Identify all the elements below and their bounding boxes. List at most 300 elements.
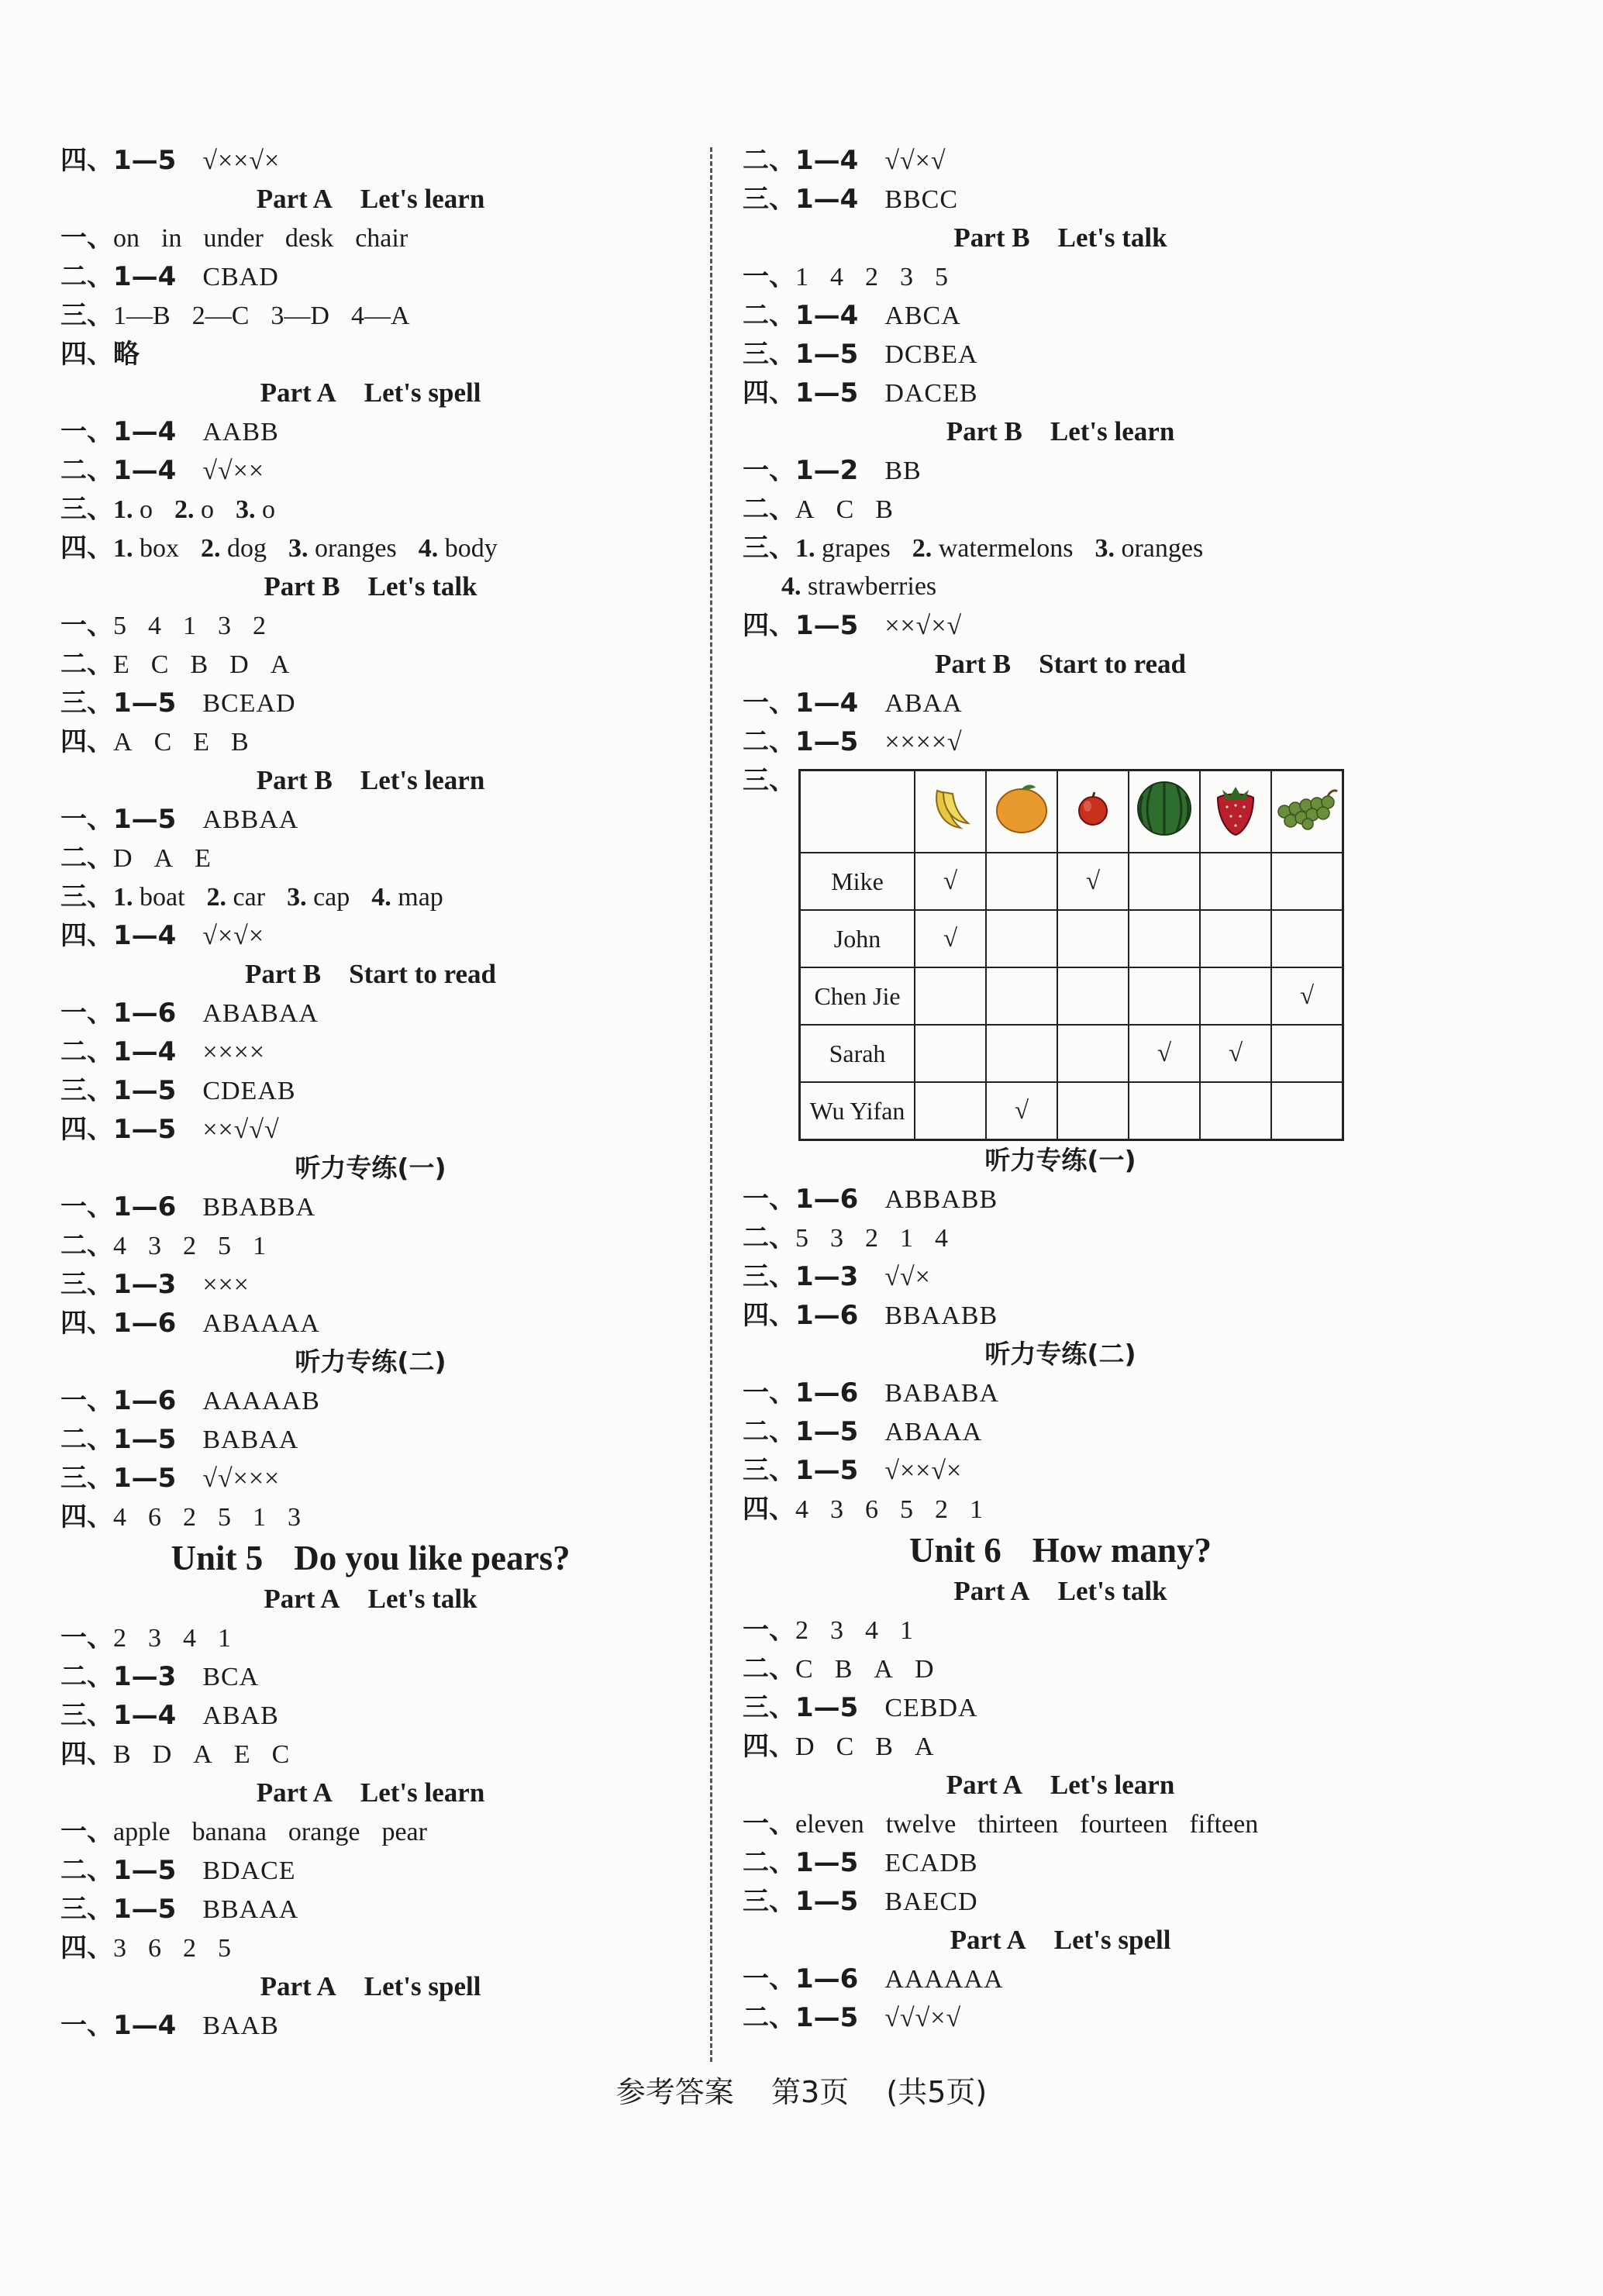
- item-number: 1.: [113, 534, 133, 563]
- part-label: Part B: [256, 765, 333, 795]
- item-word: dog: [227, 534, 267, 563]
- table-header-row: [800, 771, 1343, 853]
- answer-line: [60, 1459, 681, 1498]
- table-row: [800, 853, 1343, 910]
- answer-word: 3: [218, 612, 231, 640]
- answer-text: ×××: [202, 1270, 250, 1299]
- answer-line: [60, 1033, 681, 1071]
- answer-line: [60, 1226, 681, 1265]
- check-cell: [1271, 910, 1343, 967]
- answer-word: 2: [183, 1934, 196, 1963]
- answer-word: 3: [148, 1624, 161, 1653]
- answer-text: BABABA: [884, 1379, 1000, 1408]
- section-heading: [743, 1766, 1378, 1805]
- apple-icon: [1074, 789, 1112, 835]
- item-number: 3.: [1095, 534, 1115, 563]
- page-footer: [0, 2068, 1603, 2111]
- answer-word: 6: [148, 1503, 161, 1532]
- answer-text: ABAA: [884, 689, 963, 718]
- answer-word: C: [836, 1732, 854, 1761]
- question-number: 三、1—4: [60, 1700, 177, 1731]
- item-number: 3.: [287, 883, 307, 912]
- answer-word: in: [161, 224, 182, 253]
- question-number: 三、: [60, 881, 113, 912]
- answer-line: [743, 1451, 1378, 1490]
- part-label: Part B: [264, 571, 340, 602]
- answer-line: [60, 451, 681, 490]
- question-number: 四、1—5: [60, 145, 177, 176]
- section-heading: [743, 645, 1378, 684]
- answer-word: B: [875, 1732, 893, 1761]
- answer-line: [60, 800, 681, 839]
- answer-word: 2: [183, 1503, 196, 1532]
- question-number: 一、: [60, 1622, 113, 1653]
- answer-text: CDEAB: [202, 1077, 296, 1105]
- answer-word: 4: [148, 612, 161, 640]
- answer-word: D: [229, 650, 249, 679]
- section-title: Let's talk: [1057, 1576, 1167, 1606]
- answer-line: [743, 1688, 1378, 1727]
- answer-line: [60, 1304, 681, 1343]
- student-name-cell: Mike: [800, 853, 915, 910]
- question-number: 一、1—2: [743, 455, 859, 486]
- question-number: 二、1—3: [60, 1661, 177, 1692]
- check-cell: [1057, 967, 1129, 1025]
- answer-text: √√××: [202, 457, 264, 485]
- answer-line: [60, 296, 681, 335]
- answer-text: BBABBA: [202, 1193, 316, 1222]
- check-cell: √: [915, 853, 986, 910]
- answer-word: 2: [113, 1624, 126, 1653]
- fruit-header-cell: [986, 771, 1057, 853]
- answer-word: D: [152, 1740, 172, 1769]
- answer-line: [743, 257, 1378, 296]
- answer-line: [743, 141, 1378, 180]
- answer-text: √√×√: [884, 147, 946, 175]
- answer-text: AAAAAB: [202, 1387, 320, 1415]
- answer-text: BAECD: [884, 1887, 978, 1916]
- answer-word: 1: [900, 1616, 913, 1645]
- question-number: 二、: [60, 843, 113, 874]
- answer-line: [60, 1188, 681, 1226]
- question-number: 四、1—5: [743, 377, 859, 409]
- check-cell: [1271, 853, 1343, 910]
- question-number: 四、: [60, 1501, 113, 1532]
- question-number: 一、1—4: [743, 688, 859, 719]
- banana-icon: [926, 784, 974, 839]
- left-column: [60, 141, 681, 2045]
- answer-word: 1: [253, 1232, 266, 1260]
- answer-word: E: [195, 844, 211, 873]
- answer-word: 1: [253, 1503, 266, 1532]
- question-number: 三、1—3: [60, 1269, 177, 1300]
- answer-text: AAAAAA: [884, 1965, 1004, 1994]
- unit-heading: [60, 1536, 681, 1580]
- answer-text: BB: [884, 457, 922, 485]
- check-cell: √: [915, 910, 986, 967]
- answer-word: 2: [183, 1232, 196, 1260]
- footer-total: (共5页): [886, 2075, 988, 2109]
- section-title: Let's learn: [360, 184, 485, 214]
- answer-line: [60, 1420, 681, 1459]
- part-label: Part B: [946, 416, 1022, 446]
- part-label: Part A: [256, 184, 333, 214]
- answer-text: DACEB: [884, 379, 978, 408]
- check-cell: [986, 910, 1057, 967]
- answer-text: √××√×: [884, 1457, 963, 1485]
- answer-text: ABAAAA: [202, 1309, 320, 1338]
- section-heading: [743, 1921, 1378, 1960]
- item-number: 1.: [795, 534, 815, 563]
- check-cell: [1200, 853, 1271, 910]
- question-number: 四、: [60, 1739, 113, 1770]
- answer-text: ××√×√: [884, 612, 963, 640]
- answer-text: 略: [113, 339, 140, 370]
- part-label: Part A: [946, 1770, 1022, 1800]
- answer-line: [60, 1110, 681, 1149]
- answer-line: [743, 335, 1378, 374]
- item-word: oranges: [315, 534, 397, 563]
- question-number: 四、1—5: [743, 610, 859, 641]
- question-number: 一、: [60, 610, 113, 641]
- answer-text: AABB: [202, 418, 279, 446]
- answer-word: eleven: [795, 1810, 864, 1839]
- question-number: 二、: [743, 1653, 795, 1684]
- answer-text: CEBDA: [884, 1694, 978, 1722]
- answer-line: [60, 1851, 681, 1890]
- answer-text: √×√×: [202, 922, 264, 950]
- answer-line: [743, 606, 1378, 645]
- answer-word: thirteen: [977, 1810, 1059, 1839]
- footer-label: 参考答案: [615, 2075, 734, 2109]
- answer-line: [743, 451, 1378, 490]
- check-cell: √: [1129, 1025, 1200, 1082]
- answer-line: [60, 529, 681, 567]
- answer-text: ECADB: [884, 1849, 978, 1877]
- answer-line: [60, 257, 681, 296]
- check-cell: [1129, 967, 1200, 1025]
- section-heading: [60, 567, 681, 606]
- answer-word: 4: [865, 1616, 878, 1645]
- answer-text: √√×××: [202, 1464, 281, 1493]
- answer-word: D: [113, 844, 133, 873]
- question-number: 二、1—5: [743, 726, 859, 757]
- student-name-cell: John: [800, 910, 915, 967]
- question-number: 三、1—5: [60, 1075, 177, 1106]
- answer-word: 5: [218, 1503, 231, 1532]
- check-cell: [1271, 1082, 1343, 1140]
- answer-line: [60, 1619, 681, 1657]
- question-number: 二、1—4: [60, 1036, 177, 1067]
- answer-line: [743, 296, 1378, 335]
- answer-word: E: [193, 728, 210, 757]
- answer-word: 5: [900, 1495, 913, 1524]
- answer-line: [60, 645, 681, 684]
- answer-text: ABAAA: [884, 1418, 983, 1446]
- question-number: 一、1—4: [60, 2010, 177, 2041]
- item-number: 1.: [113, 883, 133, 912]
- check-cell: [1271, 1025, 1343, 1082]
- answer-word: 4: [935, 1224, 948, 1253]
- item-word: oranges: [1121, 534, 1204, 563]
- item-number: 3.: [236, 495, 256, 524]
- question-number: 二、1—5: [60, 1424, 177, 1455]
- right-column: [743, 141, 1378, 2037]
- answer-line: [743, 529, 1378, 567]
- table-row: [800, 1025, 1343, 1082]
- item-number: 2.: [174, 495, 195, 524]
- question-number: 一、1—6: [60, 1385, 177, 1416]
- answer-word: B: [875, 495, 893, 524]
- answer-word: C: [271, 1740, 290, 1769]
- answer-word: A: [113, 728, 133, 757]
- table-row: [800, 1082, 1343, 1140]
- answer-word: 4: [113, 1232, 126, 1260]
- question-number: 三、1—5: [743, 1692, 859, 1723]
- item-word: o: [140, 495, 153, 524]
- part-label: Part A: [260, 377, 336, 408]
- answer-line: [60, 2006, 681, 2045]
- check-cell: [1200, 967, 1271, 1025]
- section-heading: [743, 219, 1378, 257]
- answer-word: A: [193, 1740, 212, 1769]
- answer-line: [60, 839, 681, 877]
- table-row: [800, 910, 1343, 967]
- answer-line: [60, 877, 681, 916]
- answer-text: ××××√: [884, 728, 963, 757]
- section-title: Let's talk: [367, 571, 477, 602]
- listening-heading: 听力专练(一): [295, 1153, 446, 1183]
- answer-line: [60, 490, 681, 529]
- question-number: 二、: [743, 1222, 795, 1253]
- fruit-table: [798, 769, 1344, 1141]
- answer-pair: 2—C: [191, 302, 250, 330]
- answer-line: [60, 1929, 681, 1967]
- check-cell: [1200, 910, 1271, 967]
- item-number: 3.: [288, 534, 309, 563]
- answer-text: BBAAA: [202, 1895, 299, 1924]
- question-number: 一、: [743, 1615, 795, 1646]
- section-heading: [60, 1580, 681, 1619]
- question-number: 三、1—5: [60, 688, 177, 719]
- answer-word: 1: [795, 263, 808, 291]
- unit-title: How many?: [1032, 1531, 1212, 1570]
- answer-line: [60, 412, 681, 451]
- fruit-header-cell: [1271, 771, 1343, 853]
- question-number: 三、1—4: [743, 184, 859, 215]
- check-cell: [1200, 1082, 1271, 1140]
- answer-line: [743, 1219, 1378, 1257]
- answer-line: [743, 374, 1378, 412]
- answer-word: E: [113, 650, 129, 679]
- unit-label: Unit 5: [171, 1539, 264, 1577]
- orange-icon: [992, 781, 1051, 843]
- student-name-cell: Wu Yifan: [800, 1082, 915, 1140]
- item-number: 4.: [371, 883, 391, 912]
- answer-word: 3: [830, 1224, 843, 1253]
- question-number: 四、: [60, 339, 113, 370]
- item-word: box: [140, 534, 179, 563]
- answer-line: [60, 916, 681, 955]
- answer-text: BAAB: [202, 2012, 279, 2040]
- question-number: 三、: [743, 533, 795, 564]
- answer-word: banana: [191, 1818, 267, 1846]
- question-number: 二、1—5: [743, 2002, 859, 2033]
- watermelon-icon: [1135, 779, 1194, 845]
- answer-text: BBAABB: [884, 1301, 998, 1330]
- answer-word: 2: [935, 1495, 948, 1524]
- section-heading: [60, 1774, 681, 1812]
- question-number: 四、: [60, 726, 113, 757]
- question-number: 一、1—4: [60, 416, 177, 447]
- answer-word: 3: [113, 1934, 126, 1963]
- answer-line: [743, 1490, 1378, 1529]
- answer-word: C: [795, 1655, 813, 1684]
- answer-line: [743, 1727, 1378, 1766]
- unit-heading: [743, 1529, 1378, 1572]
- answer-word: A: [795, 495, 815, 524]
- answer-word: 5: [218, 1232, 231, 1260]
- question-number: 三、: [743, 765, 795, 796]
- answer-word: 2: [795, 1616, 808, 1645]
- question-number: 一、: [743, 261, 795, 292]
- answer-word: B: [834, 1655, 853, 1684]
- question-number: 三、1—5: [60, 1463, 177, 1494]
- part-label: Part B: [244, 959, 322, 989]
- answer-word: 3: [288, 1503, 301, 1532]
- question-number: 一、1—6: [743, 1963, 859, 1994]
- answer-word: D: [914, 1655, 934, 1684]
- answer-text: ABABAA: [202, 999, 319, 1028]
- section-heading: [743, 1572, 1378, 1611]
- answer-line: [60, 1071, 681, 1110]
- section-title: Start to read: [349, 959, 497, 989]
- question-number: 三、: [60, 494, 113, 525]
- check-cell: [1129, 853, 1200, 910]
- answer-text: ABAB: [202, 1701, 279, 1730]
- answer-line: [743, 1180, 1378, 1219]
- answer-line: [60, 994, 681, 1033]
- answer-line: [60, 335, 681, 374]
- answer-text: √√√×√: [884, 2004, 962, 2032]
- answer-word: B: [113, 1740, 131, 1769]
- question-number: 二、1—4: [743, 300, 859, 331]
- answer-pair: 4—A: [350, 302, 410, 330]
- answer-word: 3: [900, 263, 913, 291]
- answer-word: 1: [970, 1495, 983, 1524]
- answer-word: 2: [865, 1224, 878, 1253]
- answer-word: 3: [830, 1495, 843, 1524]
- answer-line: [743, 1611, 1378, 1650]
- question-number: 四、: [743, 1494, 795, 1525]
- item-word: grapes: [822, 534, 891, 563]
- answer-word: A: [270, 650, 290, 679]
- answer-line: [743, 180, 1378, 219]
- section-heading: [60, 1967, 681, 2006]
- item-word: o: [262, 495, 275, 524]
- question-number: 四、1—6: [743, 1300, 859, 1331]
- part-label: Part B: [953, 222, 1030, 253]
- answer-word: orange: [288, 1818, 360, 1846]
- question-number: 三、1—5: [743, 1886, 859, 1917]
- student-name-cell: Chen Jie: [800, 967, 915, 1025]
- check-cell: [1057, 1082, 1129, 1140]
- question-number: 二、1—4: [60, 455, 177, 486]
- question-number: 二、: [60, 649, 113, 680]
- section-title: Let's spell: [364, 1971, 481, 2001]
- answer-word: under: [203, 224, 264, 253]
- answer-text: BCA: [202, 1663, 260, 1691]
- answer-line: [743, 722, 1378, 761]
- answer-word: fourteen: [1080, 1810, 1168, 1839]
- table-row: [800, 967, 1343, 1025]
- question-number: 一、: [743, 1808, 795, 1839]
- answer-word: fifteen: [1189, 1810, 1259, 1839]
- answer-text: BBCC: [884, 185, 959, 214]
- item-word: boat: [140, 883, 185, 912]
- answer-word: 1: [183, 612, 196, 640]
- question-number: 三、1—5: [743, 339, 859, 370]
- answer-text: ××√√√: [202, 1115, 280, 1144]
- check-cell: [986, 1025, 1057, 1082]
- check-cell: √: [1200, 1025, 1271, 1082]
- answer-word: 1: [900, 1224, 913, 1253]
- question-number: 四、1—4: [60, 920, 177, 951]
- check-cell: [1129, 1082, 1200, 1140]
- answer-line: [60, 1735, 681, 1774]
- answer-text: ABBAA: [202, 805, 299, 834]
- answer-word: E: [233, 1740, 250, 1769]
- answer-line: [743, 490, 1378, 529]
- part-label: Part A: [950, 1925, 1026, 1955]
- listening-heading: 听力专练(二): [295, 1346, 446, 1377]
- answer-line: [743, 1374, 1378, 1412]
- question-number: 四、1—6: [60, 1308, 177, 1339]
- answer-word: on: [113, 224, 140, 253]
- question-number: 三、1—3: [743, 1261, 859, 1292]
- answer-text: ABBABB: [884, 1185, 998, 1214]
- answer-word: chair: [355, 224, 409, 253]
- fruit-header-cell: [1057, 771, 1129, 853]
- answer-text: CBAD: [202, 263, 279, 291]
- answer-line: [743, 1650, 1378, 1688]
- check-cell: [915, 1082, 986, 1140]
- question-number: 四、: [60, 1932, 113, 1963]
- question-number: 二、1—5: [743, 1416, 859, 1447]
- item-word: strawberries: [808, 572, 937, 601]
- answer-word: 5: [795, 1224, 808, 1253]
- answer-line: [743, 1257, 1378, 1296]
- item-number: 1.: [113, 495, 133, 524]
- question-number: 四、: [743, 1731, 795, 1762]
- answer-word: pear: [381, 1818, 427, 1846]
- answer-word: 5: [113, 612, 126, 640]
- answer-word: 2: [253, 612, 266, 640]
- item-word: car: [233, 883, 266, 912]
- question-number: 二、: [60, 1230, 113, 1261]
- section-heading: [60, 374, 681, 412]
- answer-line: [743, 1960, 1378, 1998]
- answer-word: apple: [113, 1818, 171, 1846]
- question-number: 四、1—5: [60, 1114, 177, 1145]
- answer-word: 1: [218, 1624, 231, 1653]
- answer-word: 4: [795, 1495, 808, 1524]
- answer-line: [60, 1812, 681, 1851]
- answer-text: ××××: [202, 1038, 266, 1067]
- question-number: 四、: [60, 533, 113, 564]
- answer-word: 3: [830, 1616, 843, 1645]
- answer-text: BABAA: [202, 1426, 299, 1454]
